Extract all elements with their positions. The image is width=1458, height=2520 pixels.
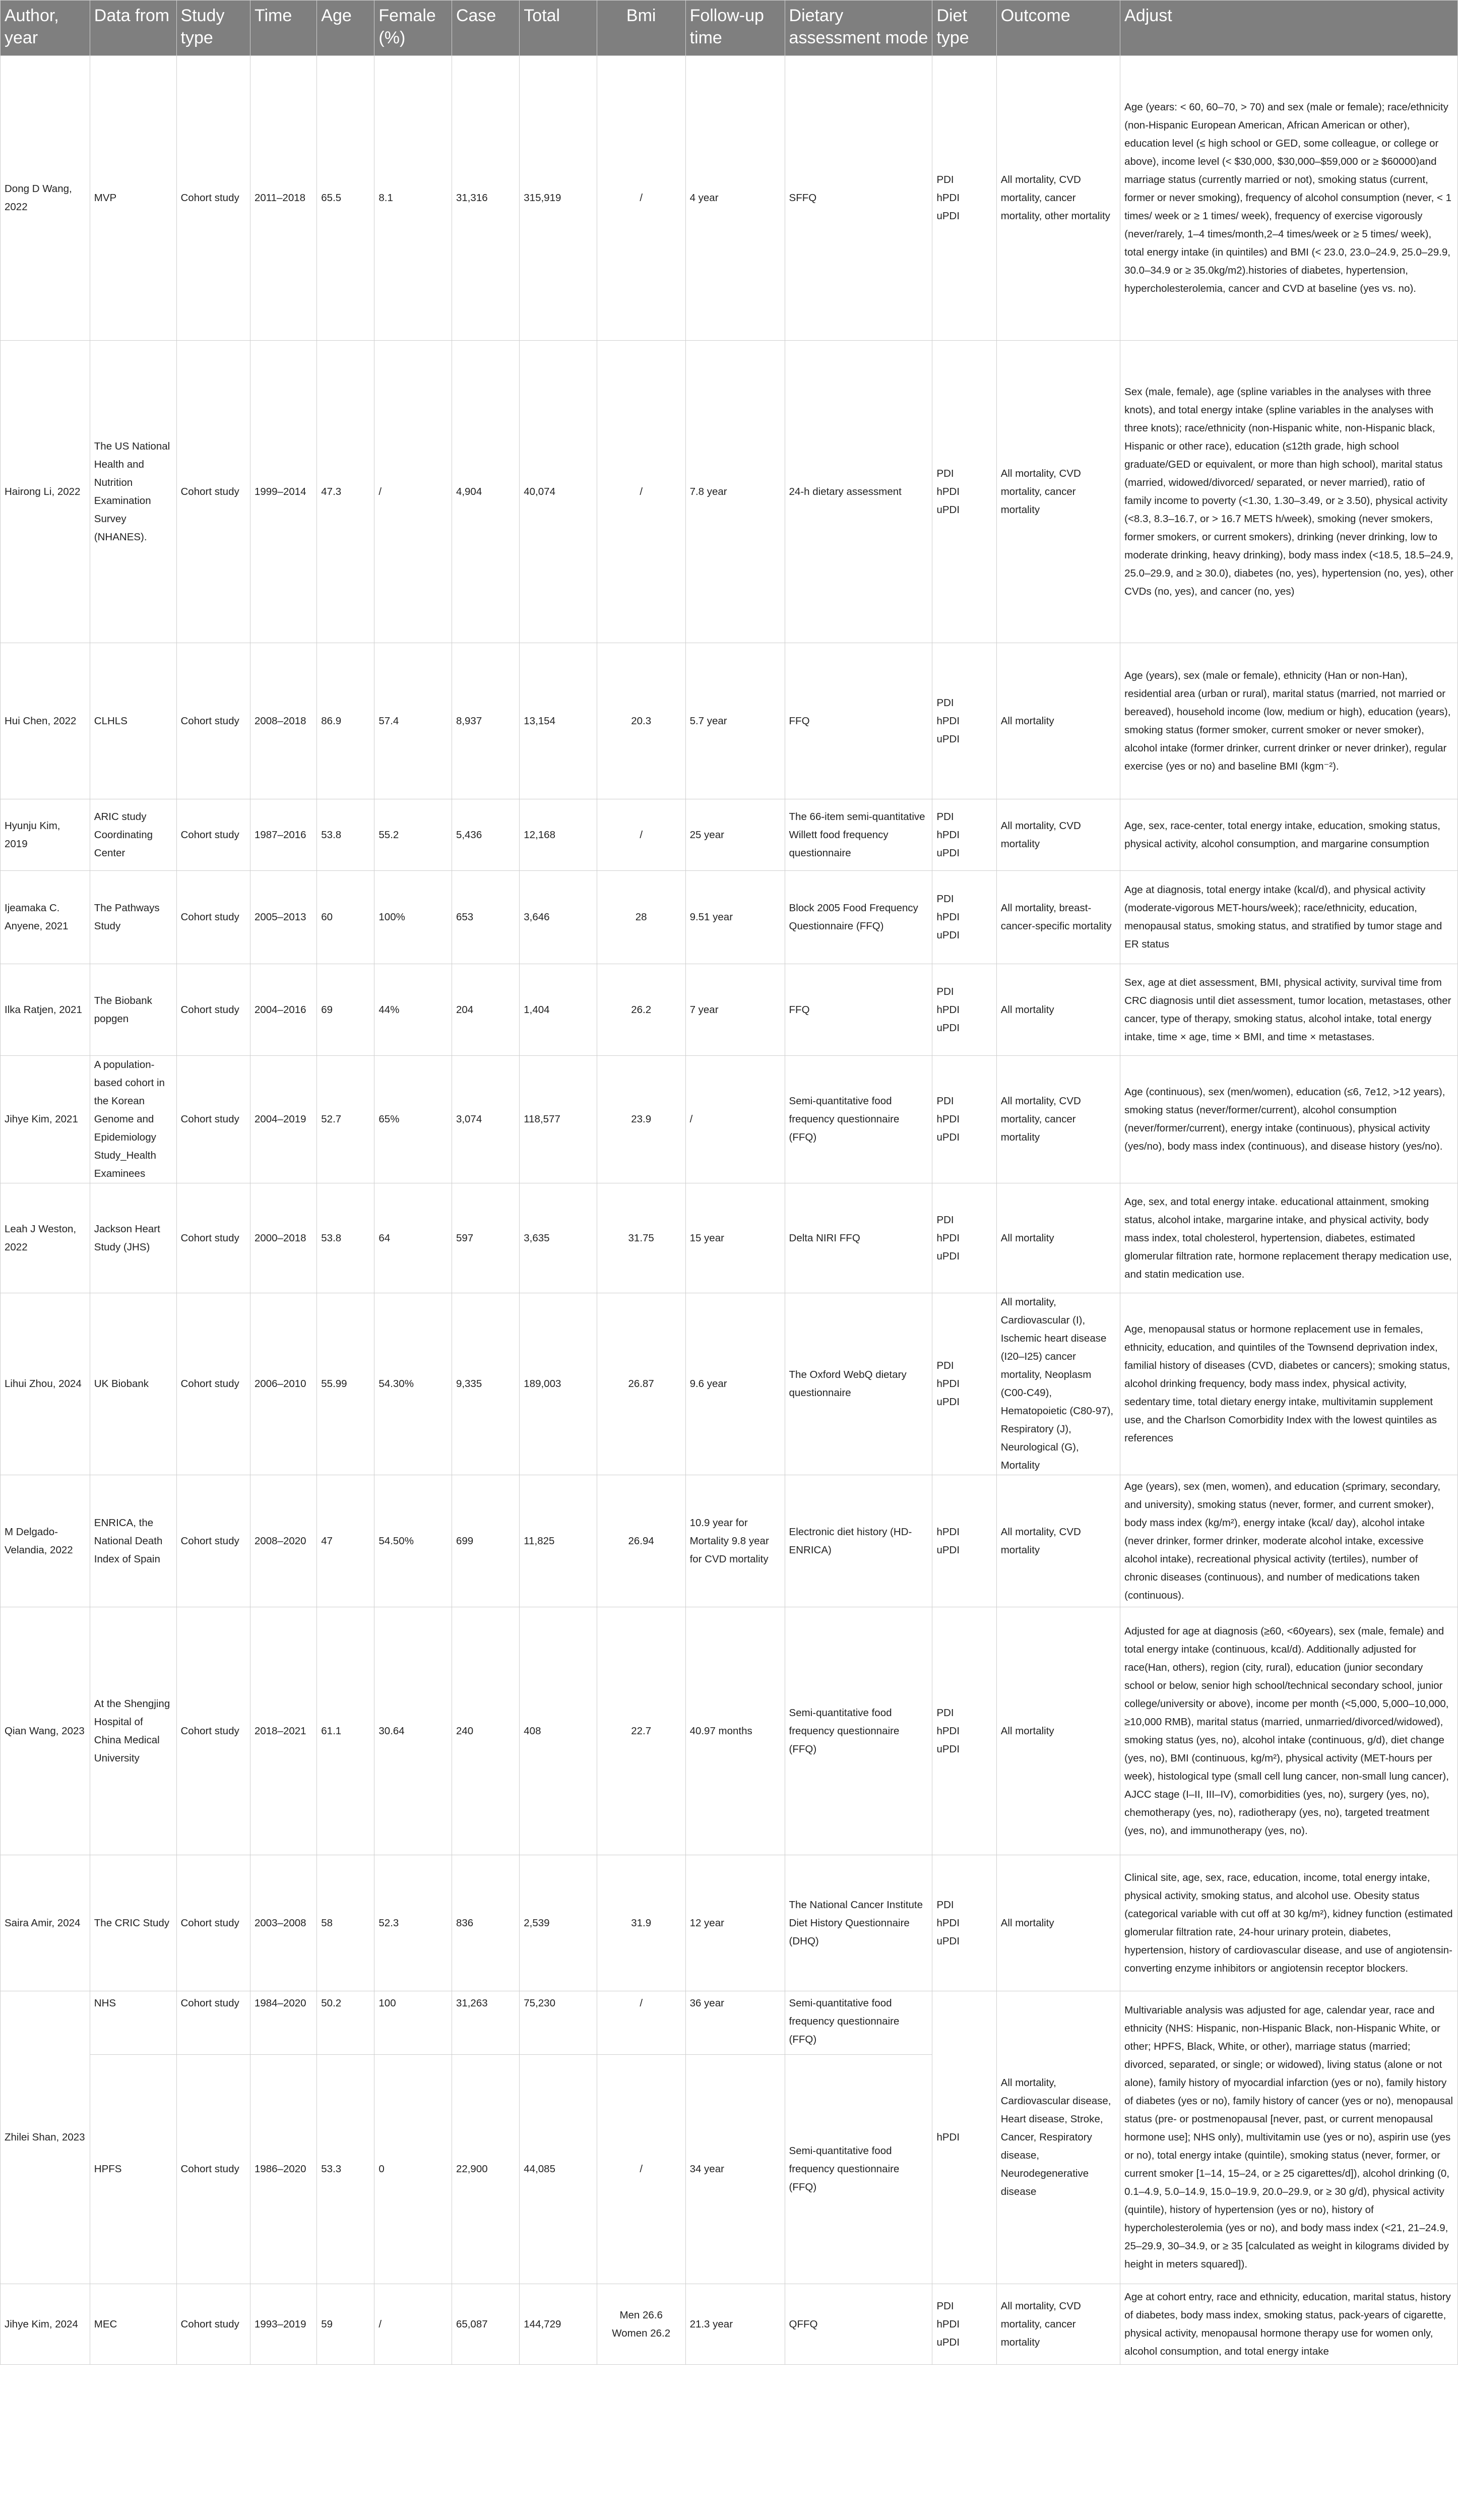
cell-diet-type: PDI hPDI uPDI bbox=[932, 341, 996, 643]
cell-time: 1986–2020 bbox=[250, 2055, 316, 2284]
cell-data-from: NHS bbox=[90, 1991, 176, 2055]
cell-dietary-mode: Semi-quantitative food frequency questionnaire (FFQ) bbox=[785, 1056, 932, 1183]
cell-follow-up: 9.51 year bbox=[685, 871, 785, 964]
header-data-from: Data from bbox=[90, 1, 176, 56]
cell-study-type: Cohort study bbox=[176, 2055, 250, 2284]
cell-diet-type: PDI hPDI uPDI bbox=[932, 1293, 996, 1475]
cell-bmi: / bbox=[597, 799, 685, 871]
cell-dietary-mode: The 66-item semi-quantitative Willett food frequency questionnaire bbox=[785, 799, 932, 871]
table-row bbox=[1, 1183, 1458, 1293]
cell-study-type: Cohort study bbox=[176, 1183, 250, 1293]
cell-author: Leah J Weston, 2022 bbox=[1, 1183, 90, 1293]
cell-data-from: The CRIC Study bbox=[90, 1855, 176, 1991]
table-row bbox=[1, 1607, 1458, 1855]
cell-study-type: Cohort study bbox=[176, 2284, 250, 2365]
cell-total: 408 bbox=[520, 1607, 597, 1855]
cell-adjust: Age (continuous), sex (men/women), education (≤6, 7e12, >12 years), smoking status (never/former/current), alcohol consumption (never/former/current), energy intake (continuous), physical activity (yes/no), body mass index (continuous), and disease history (yes/no). bbox=[1120, 1056, 1458, 1183]
cell-female: 100% bbox=[374, 871, 452, 964]
cell-data-from: Jackson Heart Study (JHS) bbox=[90, 1183, 176, 1293]
cell-follow-up: 40.97 months bbox=[685, 1607, 785, 1855]
cell-total: 3,635 bbox=[520, 1183, 597, 1293]
cell-outcome: All mortality, breast-cancer-specific mortality bbox=[996, 871, 1120, 964]
cell-outcome: All mortality bbox=[996, 1183, 1120, 1293]
cell-study-type: Cohort study bbox=[176, 56, 250, 341]
cell-diet-type: PDI hPDI uPDI bbox=[932, 1056, 996, 1183]
cell-case: 699 bbox=[452, 1475, 519, 1607]
cell-age: 86.9 bbox=[317, 643, 374, 799]
cell-data-from: At the Shengjing Hospital of China Medical University bbox=[90, 1607, 176, 1855]
cell-follow-up: 12 year bbox=[685, 1855, 785, 1991]
header-case: Case bbox=[452, 1, 519, 56]
cell-diet-type: PDI hPDI uPDI bbox=[932, 964, 996, 1056]
cell-author: Jihye Kim, 2024 bbox=[1, 2284, 90, 2365]
header-bmi: Bmi bbox=[597, 1, 685, 56]
cell-diet-type: PDI hPDI uPDI bbox=[932, 56, 996, 341]
cell-total: 11,825 bbox=[520, 1475, 597, 1607]
cell-follow-up: 25 year bbox=[685, 799, 785, 871]
cell-time: 1999–2014 bbox=[250, 341, 316, 643]
cell-author: M Delgado-Velandia, 2022 bbox=[1, 1475, 90, 1607]
cell-bmi: 26.87 bbox=[597, 1293, 685, 1475]
cell-author: Hyunju Kim, 2019 bbox=[1, 799, 90, 871]
cell-dietary-mode: Semi-quantitative food frequency questionnaire (FFQ) bbox=[785, 1991, 932, 2055]
cell-dietary-mode: Electronic diet history (HD-ENRICA) bbox=[785, 1475, 932, 1607]
cell-diet-type: PDI hPDI uPDI bbox=[932, 871, 996, 964]
cell-total: 189,003 bbox=[520, 1293, 597, 1475]
cell-dietary-mode: SFFQ bbox=[785, 56, 932, 341]
cell-data-from: MEC bbox=[90, 2284, 176, 2365]
cell-diet-type: PDI hPDI uPDI bbox=[932, 799, 996, 871]
cell-adjust: Age at diagnosis, total energy intake (kcal/d), and physical activity (moderate-vigorous MET-hours/week); race/ethnicity, education, menopausal status, smoking status, and stratified by tumor stage and ER status bbox=[1120, 871, 1458, 964]
cell-follow-up: / bbox=[685, 1056, 785, 1183]
cell-total: 3,646 bbox=[520, 871, 597, 964]
cell-age: 47 bbox=[317, 1475, 374, 1607]
header-dietary-mode: Dietary assessment mode bbox=[785, 1, 932, 56]
cell-follow-up: 9.6 year bbox=[685, 1293, 785, 1475]
cell-data-from: CLHLS bbox=[90, 643, 176, 799]
cell-total: 144,729 bbox=[520, 2284, 597, 2365]
cell-case: 22,900 bbox=[452, 2055, 519, 2284]
cell-time: 2018–2021 bbox=[250, 1607, 316, 1855]
cell-case: 9,335 bbox=[452, 1293, 519, 1475]
cell-study-type: Cohort study bbox=[176, 964, 250, 1056]
cell-author: Qian Wang, 2023 bbox=[1, 1607, 90, 1855]
cell-bmi: Men 26.6 Women 26.2 bbox=[597, 2284, 685, 2365]
cell-total: 315,919 bbox=[520, 56, 597, 341]
cell-dietary-mode: FFQ bbox=[785, 643, 932, 799]
table-row bbox=[1, 1991, 1458, 2055]
cell-follow-up: 4 year bbox=[685, 56, 785, 341]
table-row bbox=[1, 871, 1458, 964]
table-row bbox=[1, 1855, 1458, 1991]
cell-study-type: Cohort study bbox=[176, 1475, 250, 1607]
cell-adjust: Sex (male, female), age (spline variables in the analyses with three knots), and total energy intake (spline variables in the analyses with three knots); race/ethnicity (non-Hispanic white, non-Hispanic black, Hispanic or other race), education (≤12th grade, high school graduate/GED or equivalent, or more than high school), marital status (married, widowed/divorced/ separated, or never married), ratio of family income to poverty (<1.30, 1.30–3.49, or ≥ 3.50), physical activity (<8.3, 8.3–16.7, or > 16.7 METS h/week), smoking (never smokers, former smokers, or current smokers), drinking (never drinking, low to moderate drinking, heavy drinking), body mass index (<18.5, 18.5–24.9, 25.0–29.9, and ≥ 30.0), diabetes (no, yes), hypertension (no, yes), other CVDs (no, yes), and cancer (no, yes) bbox=[1120, 341, 1458, 643]
cell-dietary-mode: The National Cancer Institute Diet History Questionnaire (DHQ) bbox=[785, 1855, 932, 1991]
cell-case: 836 bbox=[452, 1855, 519, 1991]
header-age: Age bbox=[317, 1, 374, 56]
cell-age: 52.7 bbox=[317, 1056, 374, 1183]
cell-bmi: / bbox=[597, 2055, 685, 2284]
cell-case: 240 bbox=[452, 1607, 519, 1855]
cell-study-type: Cohort study bbox=[176, 1855, 250, 1991]
cell-follow-up: 21.3 year bbox=[685, 2284, 785, 2365]
cell-age: 60 bbox=[317, 871, 374, 964]
cell-outcome: All mortality bbox=[996, 1855, 1120, 1991]
cell-female: / bbox=[374, 2284, 452, 2365]
cell-total: 40,074 bbox=[520, 341, 597, 643]
cell-total: 2,539 bbox=[520, 1855, 597, 1991]
header-time: Time bbox=[250, 1, 316, 56]
cell-outcome: All mortality, CVD mortality, cancer mortality bbox=[996, 2284, 1120, 2365]
cell-diet-type: PDI hPDI uPDI bbox=[932, 1607, 996, 1855]
cell-adjust: Age, sex, and total energy intake. educational attainment, smoking status, alcohol intake, margarine intake, and physical activity, body mass index, total cholesterol, hypertension, diabetes, estimated glomerular filtration rate, hormone replacement therapy medication use, and statin medication use. bbox=[1120, 1183, 1458, 1293]
cell-case: 653 bbox=[452, 871, 519, 964]
cell-bmi: 31.75 bbox=[597, 1183, 685, 1293]
cell-data-from: The Pathways Study bbox=[90, 871, 176, 964]
table-row bbox=[1, 643, 1458, 799]
cell-outcome: All mortality, Cardiovascular (I), Ischemic heart disease (I20–I25) cancer mortality, Neoplasm (C00-C49), Hematopoietic (C80-97), Respiratory (J), Neurological (G), Mortality bbox=[996, 1293, 1120, 1475]
cell-outcome: All mortality bbox=[996, 1607, 1120, 1855]
header-row bbox=[1, 1, 1458, 56]
cell-dietary-mode: 24-h dietary assessment bbox=[785, 341, 932, 643]
cell-diet-type: PDI hPDI uPDI bbox=[932, 643, 996, 799]
cell-follow-up: 36 year bbox=[685, 1991, 785, 2055]
cell-study-type: Cohort study bbox=[176, 341, 250, 643]
cell-time: 1984–2020 bbox=[250, 1991, 316, 2055]
cell-outcome: All mortality, CVD mortality, cancer mortality bbox=[996, 1056, 1120, 1183]
cell-time: 2008–2020 bbox=[250, 1475, 316, 1607]
cell-study-type: Cohort study bbox=[176, 1991, 250, 2055]
table-row bbox=[1, 1475, 1458, 1607]
cell-data-from: The Biobank popgen bbox=[90, 964, 176, 1056]
cell-female: 64 bbox=[374, 1183, 452, 1293]
cell-adjust: Age, sex, race-center, total energy intake, education, smoking status, physical activity, alcohol consumption, and margarine consumption bbox=[1120, 799, 1458, 871]
cell-dietary-mode: Semi-quantitative food frequency questionnaire (FFQ) bbox=[785, 2055, 932, 2284]
cell-diet-type: PDI hPDI uPDI bbox=[932, 1183, 996, 1293]
cell-outcome: All mortality, CVD mortality, cancer mortality, other mortality bbox=[996, 56, 1120, 341]
cell-dietary-mode: Block 2005 Food Frequency Questionnaire (FFQ) bbox=[785, 871, 932, 964]
cell-follow-up: 10.9 year for Mortality 9.8 year for CVD mortality bbox=[685, 1475, 785, 1607]
cell-case: 8,937 bbox=[452, 643, 519, 799]
cell-diet-type: hPDI bbox=[932, 1991, 996, 2284]
header-outcome: Outcome bbox=[996, 1, 1120, 56]
cell-data-from: ARIC study Coordinating Center bbox=[90, 799, 176, 871]
cell-dietary-mode: FFQ bbox=[785, 964, 932, 1056]
cell-age: 53.8 bbox=[317, 1183, 374, 1293]
cell-follow-up: 7 year bbox=[685, 964, 785, 1056]
cell-dietary-mode: The Oxford WebQ dietary questionnaire bbox=[785, 1293, 932, 1475]
cell-age: 61.1 bbox=[317, 1607, 374, 1855]
cell-case: 597 bbox=[452, 1183, 519, 1293]
header-author: Author, year bbox=[1, 1, 90, 56]
cell-female: 44% bbox=[374, 964, 452, 1056]
cell-bmi: 22.7 bbox=[597, 1607, 685, 1855]
cell-outcome: All mortality, CVD mortality, cancer mortality bbox=[996, 341, 1120, 643]
cell-dietary-mode: Delta NIRI FFQ bbox=[785, 1183, 932, 1293]
cell-bmi: / bbox=[597, 1991, 685, 2055]
cell-time: 2003–2008 bbox=[250, 1855, 316, 1991]
cell-female: 55.2 bbox=[374, 799, 452, 871]
cell-outcome: All mortality bbox=[996, 964, 1120, 1056]
cell-time: 2005–2013 bbox=[250, 871, 316, 964]
cell-data-from: HPFS bbox=[90, 2055, 176, 2284]
cell-study-type: Cohort study bbox=[176, 799, 250, 871]
cell-outcome: All mortality bbox=[996, 643, 1120, 799]
cell-age: 58 bbox=[317, 1855, 374, 1991]
cell-female: 0 bbox=[374, 2055, 452, 2284]
cell-age: 55.99 bbox=[317, 1293, 374, 1475]
cell-adjust: Age (years), sex (male or female), ethnicity (Han or non-Han), residential area (urban or rural), marital status (married, not married or bereaved), household income (low, medium or high), education (years), smoking status (former smoker, current smoker or never smoker), alcohol intake (former drinker, current drinker or never drinker), regular exercise (yes or no) and baseline BMI (kgm⁻²). bbox=[1120, 643, 1458, 799]
cell-diet-type: hPDI uPDI bbox=[932, 1475, 996, 1607]
cell-follow-up: 15 year bbox=[685, 1183, 785, 1293]
cell-author: Ijeamaka C. Anyene, 2021 bbox=[1, 871, 90, 964]
header-female: Female (%) bbox=[374, 1, 452, 56]
cell-total: 13,154 bbox=[520, 643, 597, 799]
cell-author: Saira Amir, 2024 bbox=[1, 1855, 90, 1991]
cell-age: 65.5 bbox=[317, 56, 374, 341]
cell-adjust: Age at cohort entry, race and ethnicity, education, marital status, history of diabetes, body mass index, smoking status, pack-years of cigarette, physical activity, menopausal hormone therapy use for women only, alcohol consumption, and total energy intake bbox=[1120, 2284, 1458, 2365]
cell-adjust: Multivariable analysis was adjusted for age, calendar year, race and ethnicity (NHS: Hispanic, non-Hispanic Black, non-Hispanic White, or other; HPFS, Black, White, or other), marriage status (married; divorced, separated, or single; or widowed), living status (alone or not alone), family history of myocardial infarction (yes or no), family history of diabetes (yes or no), family history of cancer (yes or no), menopausal status (pre- or postmenopausal [never, past, or current menopausal hormone use]; NHS only), multivitamin use (yes or no), aspirin use (yes or no), total energy intake (quintile), smoking status (never, former, or current smoker [1–14, 15–24, or ≥ 25 cigarettes/d]), alcohol drinking (0, 0.1–4.9, 5.0–14.9, 15.0–19.9, 20.0–29.9, or ≥ 30 g/d), physical activity (quintile), history of hypertension (yes or no), history of hypercholesterolemia (yes or no), and body mass index (<21, 21–24.9, 25–29.9, 30–34.9, or ≥ 35 [calculated as weight in kilograms divided by height in meters squared]). bbox=[1120, 1991, 1458, 2284]
cell-time: 2004–2016 bbox=[250, 964, 316, 1056]
header-follow-up: Follow-up time bbox=[685, 1, 785, 56]
cell-author: Hui Chen, 2022 bbox=[1, 643, 90, 799]
cell-case: 5,436 bbox=[452, 799, 519, 871]
table-row bbox=[1, 341, 1458, 643]
cell-study-type: Cohort study bbox=[176, 1607, 250, 1855]
table-row bbox=[1, 1293, 1458, 1475]
cell-diet-type: PDI hPDI uPDI bbox=[932, 2284, 996, 2365]
header-total: Total bbox=[520, 1, 597, 56]
cell-female: / bbox=[374, 341, 452, 643]
cell-bmi: 31.9 bbox=[597, 1855, 685, 1991]
cell-female: 52.3 bbox=[374, 1855, 452, 1991]
cell-age: 53.3 bbox=[317, 2055, 374, 2284]
cell-author: Hairong Li, 2022 bbox=[1, 341, 90, 643]
cell-bmi: 23.9 bbox=[597, 1056, 685, 1183]
cell-time: 2004–2019 bbox=[250, 1056, 316, 1183]
cell-data-from: The US National Health and Nutrition Examination Survey (NHANES). bbox=[90, 341, 176, 643]
cell-study-type: Cohort study bbox=[176, 1056, 250, 1183]
cell-outcome: All mortality, Cardiovascular disease, Heart disease, Stroke, Cancer, Respiratory disease, Neurodegenerative disease bbox=[996, 1991, 1120, 2284]
cell-female: 100 bbox=[374, 1991, 452, 2055]
cell-case: 65,087 bbox=[452, 2284, 519, 2365]
cell-dietary-mode: QFFQ bbox=[785, 2284, 932, 2365]
cell-time: 1987–2016 bbox=[250, 799, 316, 871]
cell-diet-type: PDI hPDI uPDI bbox=[932, 1855, 996, 1991]
cell-outcome: All mortality, CVD mortality bbox=[996, 1475, 1120, 1607]
cell-total: 75,230 bbox=[520, 1991, 597, 2055]
cell-time: 2000–2018 bbox=[250, 1183, 316, 1293]
cell-case: 4,904 bbox=[452, 341, 519, 643]
cell-time: 1993–2019 bbox=[250, 2284, 316, 2365]
table-row bbox=[1, 799, 1458, 871]
cell-female: 57.4 bbox=[374, 643, 452, 799]
header-adjust: Adjust bbox=[1120, 1, 1458, 56]
cell-bmi: 26.94 bbox=[597, 1475, 685, 1607]
cell-adjust: Clinical site, age, sex, race, education, income, total energy intake, physical activity, smoking status, and alcohol use. Obesity status (categorical variable with cut off at 30 kg/m²), kidney function (estimated glomerular filtration rate, 24-hour urinary protein, diabetes, hypertension, history of cardiovascular disease, and use of angiotensin-converting enzyme inhibitors or angiotensin receptor blockers. bbox=[1120, 1855, 1458, 1991]
cell-study-type: Cohort study bbox=[176, 1293, 250, 1475]
cell-adjust: Age, menopausal status or hormone replacement use in females, ethnicity, education, and quintiles of the Townsend deprivation index, familial history of diseases (CVD, diabetes or cancers); smoking status, alcohol drinking frequency, body mass index, physical activity, sedentary time, total dietary energy intake, multivitamin supplement use, and the Charlson Comorbidity Index with the lowest quintiles as references bbox=[1120, 1293, 1458, 1475]
cell-data-from: MVP bbox=[90, 56, 176, 341]
table-row bbox=[1, 1056, 1458, 1183]
cell-case: 3,074 bbox=[452, 1056, 519, 1183]
cell-age: 53.8 bbox=[317, 799, 374, 871]
cell-study-type: Cohort study bbox=[176, 643, 250, 799]
cell-total: 44,085 bbox=[520, 2055, 597, 2284]
cell-bmi: / bbox=[597, 56, 685, 341]
cell-bmi: 20.3 bbox=[597, 643, 685, 799]
cell-follow-up: 5.7 year bbox=[685, 643, 785, 799]
cell-time: 2011–2018 bbox=[250, 56, 316, 341]
cell-follow-up: 34 year bbox=[685, 2055, 785, 2284]
table-row bbox=[1, 964, 1458, 1056]
cell-study-type: Cohort study bbox=[176, 871, 250, 964]
cell-time: 2008–2018 bbox=[250, 643, 316, 799]
table-row bbox=[1, 2284, 1458, 2365]
cell-case: 204 bbox=[452, 964, 519, 1056]
cell-dietary-mode: Semi-quantitative food frequency questionnaire (FFQ) bbox=[785, 1607, 932, 1855]
cell-total: 118,577 bbox=[520, 1056, 597, 1183]
cell-age: 50.2 bbox=[317, 1991, 374, 2055]
cell-age: 59 bbox=[317, 2284, 374, 2365]
cell-adjust: Age (years: < 60, 60–70, > 70) and sex (male or female); race/ethnicity (non-Hispanic European American, African American or other), education level (≤ high school or GED, some colleague, or college or above), income level (< $30,000, $30,000–$59,000 or ≥ $60000)and marriage status (currently married or not), smoking status (current, former or never smoking), frequency of alcohol consumption (never, < 1 times/ week or ≥ 1 times/ week), frequency of exercise vigorously (never/rarely, 1–4 times/month,2–4 times/week or ≥ 5 times/ week), total energy intake (in quintiles) and BMI (< 23.0, 23.0–24.9, 25.0–29.9, 30.0–34.9 or ≥ 35.0kg/m2).histories of diabetes, hypertension, hypercholesterolemia, cancer and CVD at baseline (yes vs. no). bbox=[1120, 56, 1458, 341]
cell-female: 30.64 bbox=[374, 1607, 452, 1855]
table-row bbox=[1, 56, 1458, 341]
cell-case: 31,263 bbox=[452, 1991, 519, 2055]
cell-total: 12,168 bbox=[520, 799, 597, 871]
cell-case: 31,316 bbox=[452, 56, 519, 341]
cell-adjust: Adjusted for age at diagnosis (≥60, <60years), sex (male, female) and total energy intake (continuous, kcal/d). Additionally adjusted for race(Han, others), region (city, rural), education (junior secondary school or below, senior high school/technical secondary school, junior college/university or above), income per month (<5,000, 5,000–10,000, ≥10,000 RMB), marital status (married, unmarried/divorced/widowed), smoking status (yes, no), alcohol intake (continuous, g/d), diet change (yes, no), BMI (continuous, kg/m²), physical activity (MET-hours per week), histological type (small cell lung cancer, non-small lung cancer), AJCC stage (I–II, III–IV), comorbidities (yes, no), surgery (yes, no), chemotherapy (yes, no), radiotherapy (yes, no), targeted treatment (yes, no), and immunotherapy (yes, no). bbox=[1120, 1607, 1458, 1855]
cell-age: 47.3 bbox=[317, 341, 374, 643]
cell-author: Zhilei Shan, 2023 bbox=[1, 1991, 90, 2284]
cell-data-from: ENRICA, the National Death Index of Spain bbox=[90, 1475, 176, 1607]
cell-total: 1,404 bbox=[520, 964, 597, 1056]
cell-outcome: All mortality, CVD mortality bbox=[996, 799, 1120, 871]
cell-adjust: Age (years), sex (men, women), and education (≤primary, secondary, and university), smoking status (never, former, and current smoker), body mass index (kg/m²), energy intake (kcal/ day), alcohol intake (never drinker, former drinker, moderate alcohol intake, excessive alcohol intake), recreational physical activity (tertiles), number of chronic diseases (continuous), and number of medications taken (continuous). bbox=[1120, 1475, 1458, 1607]
cell-author: Lihui Zhou, 2024 bbox=[1, 1293, 90, 1475]
cell-bmi: 28 bbox=[597, 871, 685, 964]
cell-female: 54.50% bbox=[374, 1475, 452, 1607]
cell-female: 65% bbox=[374, 1056, 452, 1183]
cell-bmi: / bbox=[597, 341, 685, 643]
cell-age: 69 bbox=[317, 964, 374, 1056]
cell-adjust: Sex, age at diet assessment, BMI, physical activity, survival time from CRC diagnosis until diet assessment, tumor location, metastases, other cancer, type of therapy, smoking status, alcohol intake, total energy intake, time × age, time × BMI, and time × metastases. bbox=[1120, 964, 1458, 1056]
cell-female: 8.1 bbox=[374, 56, 452, 341]
cell-data-from: UK Biobank bbox=[90, 1293, 176, 1475]
cell-author: Dong D Wang, 2022 bbox=[1, 56, 90, 341]
cell-author: Jihye Kim, 2021 bbox=[1, 1056, 90, 1183]
cell-time: 2006–2010 bbox=[250, 1293, 316, 1475]
cell-female: 54.30% bbox=[374, 1293, 452, 1475]
cell-follow-up: 7.8 year bbox=[685, 341, 785, 643]
header-study-type: Study type bbox=[176, 1, 250, 56]
cell-author: Ilka Ratjen, 2021 bbox=[1, 964, 90, 1056]
cell-data-from: A population-based cohort in the Korean Genome and Epidemiology Study_Health Examinees bbox=[90, 1056, 176, 1183]
header-diet-type: Diet type bbox=[932, 1, 996, 56]
cell-bmi: 26.2 bbox=[597, 964, 685, 1056]
